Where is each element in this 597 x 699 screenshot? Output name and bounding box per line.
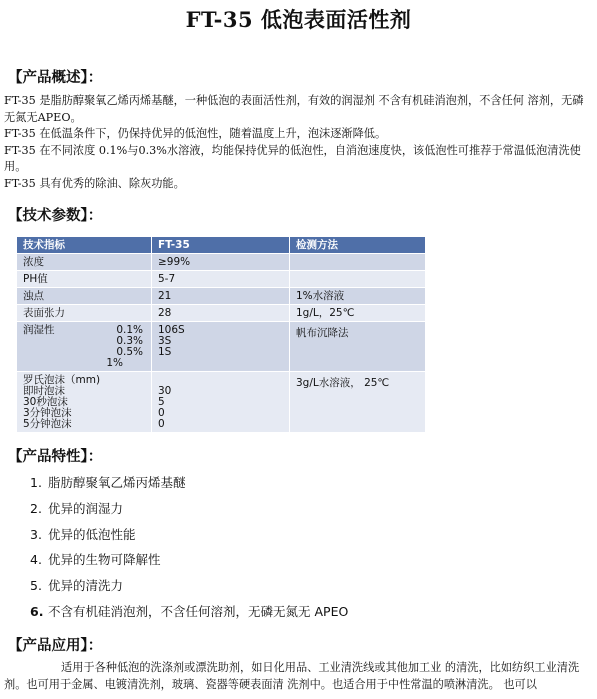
foam-label: 即时泡沫 xyxy=(23,385,65,397)
list-text: 优异的润湿力 xyxy=(48,500,124,516)
feature-list xyxy=(30,474,348,629)
section-heading-params: 【技术参数】： xyxy=(8,208,103,224)
table-cell xyxy=(152,372,290,433)
table-cell: 浊点 xyxy=(17,288,152,305)
table-cell: 1g/L，25℃ xyxy=(290,305,426,322)
wetting-concentration: 0.5% xyxy=(116,346,143,358)
list-number: 2. xyxy=(30,500,42,516)
foam-label: 5分钟泡沫 xyxy=(23,418,72,430)
wetting-concentration: 1% xyxy=(106,357,123,369)
table-cell: 5-7 xyxy=(152,271,290,288)
table-cell xyxy=(290,271,426,288)
table-row-foam xyxy=(17,372,426,433)
wetting-label: 润湿性 xyxy=(23,324,55,336)
list-number: 5. xyxy=(30,578,42,594)
table-cell: 浓度 xyxy=(17,254,152,271)
list-item xyxy=(30,551,348,577)
list-number: 6. xyxy=(30,603,44,619)
spec-table xyxy=(16,236,426,433)
overview-text xyxy=(4,93,590,192)
table-cell xyxy=(290,254,426,271)
table-cell: 3g/L水溶液， 25℃ xyxy=(290,372,426,433)
list-text: 脂肪醇聚氧乙烯丙烯基醚 xyxy=(48,475,186,490)
foam-value: 0 xyxy=(158,407,165,419)
table-row xyxy=(17,305,426,322)
table-row xyxy=(17,271,426,288)
application-text: 适用于各种低泡的洗涤剂或漂洗助剂，如日化用品、工业清洗线或其他加工业 的清洗，比如纺织工业清洗剂。也可用于金属、电镀清洗剂，玻璃、瓷器等硬表面清 洗剂中。也适合用于中性常温的喷淋清洗。 也可以 xyxy=(4,661,580,691)
wetting-concentration: 0.3% xyxy=(116,335,143,347)
overview-paragraph: FT-35 具有优秀的除油、除灰功能。 xyxy=(4,176,185,190)
section-heading-overview: 【产品概述】： xyxy=(8,70,103,86)
table-cell xyxy=(17,372,152,433)
wetting-concentration: 0.1% xyxy=(116,324,143,336)
table-cell xyxy=(152,322,290,372)
list-text: 优异的清洗力 xyxy=(48,578,124,594)
foam-label: 30秒泡沫 xyxy=(23,396,68,408)
list-item xyxy=(30,526,348,552)
list-number: 4. xyxy=(30,552,42,568)
list-item xyxy=(30,500,348,526)
list-number: 1. xyxy=(30,475,42,490)
list-item xyxy=(30,474,348,500)
table-cell: 帆布沉降法 xyxy=(290,322,426,372)
foam-label: 3分钟泡沫 xyxy=(23,407,72,419)
section-heading-application: 【产品应用】： xyxy=(8,638,103,654)
table-cell: 28 xyxy=(152,305,290,322)
list-text: 优异的低泡性能 xyxy=(48,526,136,542)
table-header-row xyxy=(17,237,426,254)
table-cell: PH值 xyxy=(17,271,152,288)
table-cell: ≥99% xyxy=(152,254,290,271)
table-cell: 1%水溶液 xyxy=(290,288,426,305)
table-header: FT-35 xyxy=(152,237,290,254)
list-text: 优异的生物可降解性 xyxy=(48,552,161,568)
overview-paragraph: FT-35 在低温条件下，仍保持优异的低泡性，随着温度上升，泡沫逐渐降低。 xyxy=(4,127,387,140)
foam-label: 罗氏泡沫（mm) xyxy=(23,374,101,386)
table-header: 技术指标 xyxy=(17,237,152,254)
table-row-wetting xyxy=(17,322,426,372)
list-number: 3. xyxy=(30,526,42,542)
overview-paragraph: FT-35 在不同浓度 0.1%与0.3%水溶液，均能保持优异的低泡性，自消泡速度快，该低泡性可推荐于常温低泡清洗使用。 xyxy=(4,143,581,173)
table-row xyxy=(17,254,426,271)
foam-value: 30 xyxy=(158,385,172,397)
wetting-value: 1S xyxy=(158,346,172,358)
foam-value: 5 xyxy=(158,396,165,408)
foam-value: 0 xyxy=(158,418,165,430)
wetting-value: 3S xyxy=(158,335,172,347)
wetting-value: 106S xyxy=(158,324,185,336)
table-cell: 21 xyxy=(152,288,290,305)
table-row xyxy=(17,288,426,305)
table-cell xyxy=(17,322,152,372)
list-item xyxy=(30,577,348,603)
table-cell: 表面张力 xyxy=(17,305,152,322)
list-item xyxy=(30,603,348,629)
section-heading-features: 【产品特性】： xyxy=(8,449,103,465)
list-text: 不含有机硅消泡剂，不含任何溶剂，无磷无氮无 APEO xyxy=(48,603,349,619)
page-title: FT-35 低泡表面活性剂 xyxy=(185,7,412,32)
overview-paragraph: FT-35 是脂肪醇聚氧乙烯丙烯基醚，一种低泡的表面活性剂，有效的润湿剂 不含有机硅消泡剂，不含任何 溶剂，无磷无氮无APEO。 xyxy=(4,94,584,124)
table-header: 检测方法 xyxy=(290,237,426,254)
